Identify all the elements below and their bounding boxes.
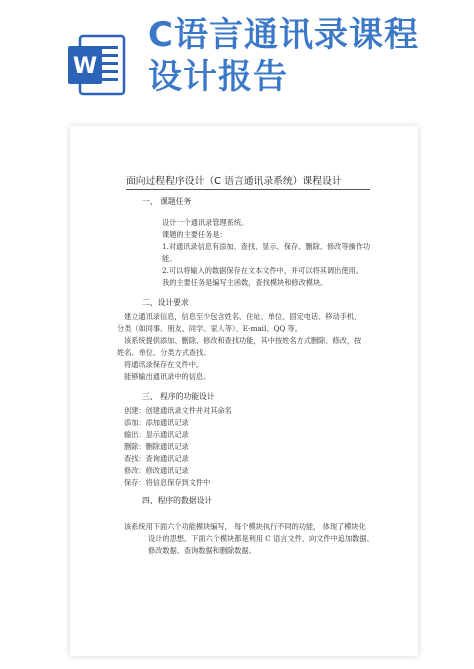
section1-line: 设计一个通讯录管理系统。 — [162, 218, 249, 227]
section3-line: 保存：将信息保存到文件中 — [124, 478, 211, 487]
section2-line: 建立通讯录信息，信息至少包含姓名、住址、单位、固定电话、移动手机、 — [124, 312, 362, 321]
section3-line: 创建：创建通讯录文件并对其命名 — [124, 406, 232, 415]
section3-line: 输出：显示通讯记录 — [124, 430, 189, 439]
section1-line: 课题的主要任务是： — [162, 230, 227, 239]
section1-line: 我的主要任务是编写主函数，查找模块和修改模块。 — [162, 278, 328, 287]
section2-line: 能够输出通讯录中的信息。 — [124, 372, 211, 381]
banner-title-line2: 设计报告 — [148, 57, 288, 97]
section3-line: 修改：修改通讯记录 — [124, 466, 189, 475]
section3-heading: 三、 程序的功能设计 — [142, 392, 215, 401]
svg-text:W: W — [72, 54, 98, 79]
section2-heading: 二、设计要求 — [142, 298, 189, 307]
section4-heading: 四、程序的数据设计 — [142, 496, 213, 505]
header-banner — [0, 0, 474, 105]
section2-line: 该系统提供添加、删除、修改和查找功能，其中按姓名方式删除、修改，按 — [124, 336, 362, 345]
section3-line: 查找：查询通讯记录 — [124, 454, 189, 463]
word-document-icon — [66, 34, 128, 96]
banner-title — [148, 14, 468, 98]
section4-line: 该系统用下面六个功能模块编写， 每个模块执行不同的功能， 体现了模块化 — [124, 522, 366, 531]
section2-line: 分类（如同事、朋友、同学、家人等）、E-mail、QQ 等。 — [117, 324, 302, 333]
section2-line: 姓名、单位、分类方式查找。 — [117, 348, 211, 357]
section3-line: 删除：删除通讯记录 — [124, 442, 189, 451]
banner-title-line1: C语言通讯录课程 — [148, 15, 419, 55]
section1-heading: 一、 课题任务 — [142, 197, 192, 206]
section4-line: 设计的思想。下面六个模块都是利用 C 语言文件，向文件中追加数据、 — [148, 534, 374, 543]
section1-line: 2.可以将输入的数据保存在文本文件中，并可以将其调出使用。 — [162, 266, 363, 275]
section3-line: 添加：添加通讯记录 — [124, 418, 189, 427]
document-page — [70, 126, 418, 656]
document-title: 面向过程程序设计（C 语言通讯录系统）课程设计 — [126, 176, 370, 190]
section1-line: 能。 — [162, 254, 177, 263]
section4-line: 修改数据、查询数据和删除数据。 — [148, 546, 256, 555]
section1-line: 1.对通讯录信息有添加、查找、显示、保存、删除、修改等操作功 — [162, 242, 371, 251]
section2-line: 将通讯录保存在文件中。 — [124, 360, 204, 369]
